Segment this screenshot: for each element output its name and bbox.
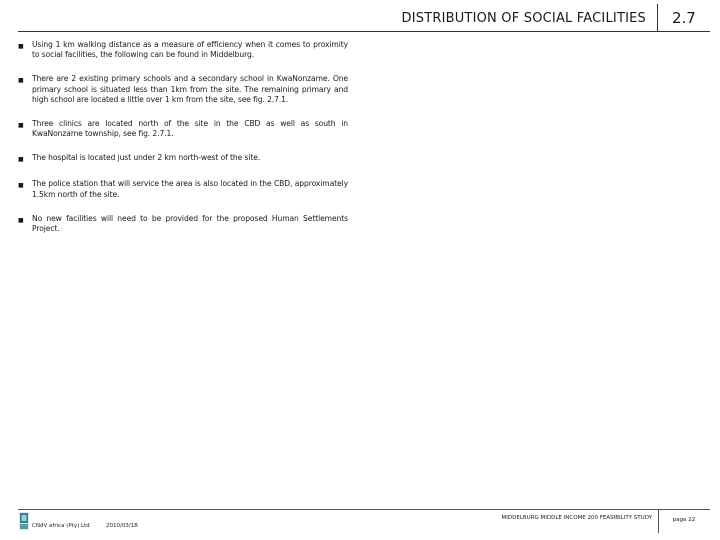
- footer-date: 2010/03/18: [106, 523, 138, 529]
- bullet-text: No new facilities will need to be provided for the proposed Human Settlements Project.: [32, 213, 348, 234]
- page-number: page 22: [672, 517, 696, 523]
- list-item: [18, 119, 348, 139]
- list-item: [18, 40, 348, 60]
- bullet-text: The police station that will service the area is also located in the CBD, approximately 1.5km north of the site.: [32, 179, 348, 199]
- header-rule: [18, 31, 710, 32]
- page-title: DISTRIBUTION OF SOCIAL FACILITIES: [401, 11, 646, 26]
- cndv-logo-icon: [19, 512, 29, 530]
- bullet-text: Using 1 km walking distance as a measure of efficiency when it comes to proximity to social facilities, the following can be found in Middelburg.: [32, 40, 348, 60]
- list-item: [18, 74, 348, 105]
- bullet-text: The hospital is located just under 2 km north-west of the site.: [32, 153, 261, 163]
- bullet-square-icon: ■: [18, 43, 24, 50]
- bullet-square-icon: ■: [18, 156, 24, 164]
- bullet-square-icon: ■: [18, 77, 24, 85]
- list-item: [18, 179, 348, 199]
- bullet-list: [18, 40, 348, 248]
- list-item: [18, 153, 348, 165]
- section-number: 2.7: [672, 9, 696, 27]
- bullet-text: There are 2 existing primary schools and a secondary school in KwaNonzame. One primary school is situated less than 1km from the site. The remaining primary and high school are located a little over 1 km from the site, see fig. 2.7.1.: [32, 74, 348, 104]
- list-item: [18, 214, 348, 234]
- header-divider: [657, 4, 658, 32]
- bullet-text: Three clinics are located north of the site in the CBD as well as south in KwaNonzame township, see fig. 2.7.1.: [32, 119, 348, 139]
- bullet-square-icon: ■: [18, 122, 24, 130]
- bullet-square-icon: ■: [18, 182, 24, 190]
- footer-study-title: MIDDELBURG MIDDLE INCOME 200 FEASIBILITY STUDY: [501, 515, 652, 521]
- footer-divider: [658, 509, 659, 533]
- bullet-square-icon: ■: [18, 216, 24, 224]
- footer-rule: [18, 509, 710, 510]
- footer-company: CNdV africa (Pty) Ltd: [32, 523, 90, 529]
